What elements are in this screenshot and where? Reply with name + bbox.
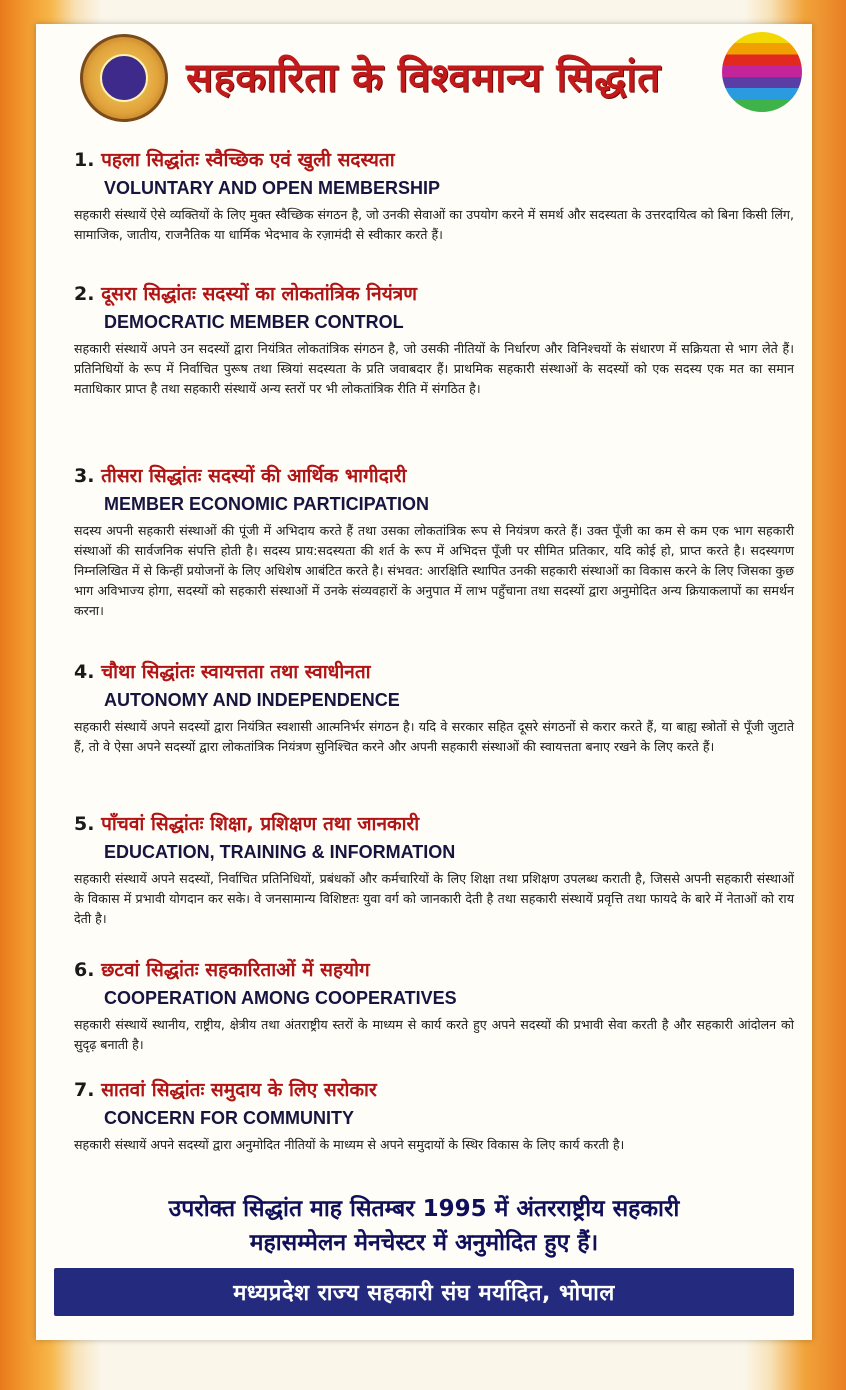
- poster-header: [36, 24, 812, 134]
- poster-board: [36, 24, 812, 1340]
- principle-heading: 1. पहला सिद्धांतः स्वैच्छिक एवं खुली सदस्यता: [74, 149, 395, 171]
- principle-description: सहकारी संस्थायें ऐसे व्यक्तियों के लिए मुक्त स्वैच्छिक संगठन है, जो उनकी सेवाओं का उपयोग करने में समर्थ और सदस्यता के उत्तरदायित्व को बिना किसी लिंग, सामाजिक, जातीय, राजनैतिक या धार्मिक भेदभाव के रज़ामंदी से स्वीकार करते हैं।: [74, 207, 794, 242]
- principle-english-title: AUTONOMY AND INDEPENDENCE: [104, 690, 400, 710]
- principle-english-title: VOLUNTARY AND OPEN MEMBERSHIP: [104, 178, 441, 198]
- principle-english-title: CONCERN FOR COMMUNITY: [104, 1108, 354, 1128]
- principle-description: सहकारी संस्थायें अपने सदस्यों द्वारा नियंत्रित स्वशासी आत्मनिर्भर संगठन है। यदि वे सरकार सहित दूसरे संगठनों से करार करते हैं, या बाह्य स्त्रोतों से पूँजी जुटाते हैं, तो वे ऐसा अपने सदस्यों द्वारा लोकतांत्रिक नियंत्रण सुनिश्चित करने और अपनी सहकारी संस्थाओं की स्वायत्तता बनाए रखने के लिए करते हैं।: [74, 719, 794, 754]
- approval-note: उपरोक्त सिद्धांत माह सितम्बर 1995 में अंतरराष्ट्रीय सहकारी महासम्मेलन मेनचेस्टर में अनुमोदित हुए हैं।: [168, 1196, 680, 1256]
- principle-heading: 5. पाँचवां सिद्धांतः शिक्षा, प्रशिक्षण तथा जानकारी: [74, 813, 420, 835]
- principle-description: सहकारी संस्थायें स्थानीय, राष्ट्रीय, क्षेत्रीय तथा अंतराष्ट्रीय स्तरों के माध्यम से कार्य करते हुए अपने सदस्यों की प्रभावी सेवा करती है और सहकारी आंदोलन को सुदृढ़ बनाती है।: [74, 1017, 794, 1052]
- principle-description: सदस्य अपनी सहकारी संस्थाओं की पूंजी में अभिदाय करते हैं तथा उसका लोकतांत्रिक रूप से नियंत्रण करते हैं। उक्त पूँजी का कम से कम एक भाग सहकारी संस्थाओं की सार्वजनिक संपत्ति होती है। सदस्य प्राय:सदस्यता की शर्त के रूप में अभिदत्त पूँजी पर सीमित प्रतिकार, यदि कोई हो, प्राप्त करते है। सदस्यगण निम्नलिखित में से किन्हीं प्रयोजनों के लिए अधिशेष आबंटित करते है। संभवत: आरक्षिति स्थापित उनकी सहकारी संस्थाओं का विकास करने के लिए जिसका कुछ भाग अविभाज्य होगा, सदस्यों को सहकारी संस्थाओं में उनके संव्यवहारों के अनुपात में लाभ पहुँचाना तथा सदस्यों द्वारा अनुमोदित अन्य क्रियाकलापों का समर्थन करना।: [74, 523, 794, 618]
- principle-heading: 4. चौथा सिद्धांतः स्वायत्तता तथा स्वाधीनता: [74, 661, 371, 683]
- principle-english-title: COOPERATION AMONG COOPERATIVES: [104, 988, 457, 1008]
- principle-english-title: MEMBER ECONOMIC PARTICIPATION: [104, 494, 429, 514]
- principle-7: [74, 1076, 794, 1155]
- principle-1: [74, 146, 794, 245]
- principle-description: सहकारी संस्थायें अपने सदस्यों, निर्वाचित प्रतिनिधियों, प्रबंधकों और कर्मचारियों के लिए शिक्षा तथा प्रशिक्षण उपलब्ध कराती है, जिससे अपनी सहकारी संस्थाओं के विकास में प्रभावी योगदान कर सके। वे जनसामान्य विशिष्टतः युवा वर्ग को जानकारी देती है तथा सहकारी संस्थायें प्रवृत्ति तथा फायदे के बारे में नेताओं को राय देती है।: [74, 871, 794, 926]
- principle-6: [74, 956, 794, 1055]
- organization-name: मध्यप्रदेश राज्य सहकारी संघ मर्यादित, भोपाल: [233, 1281, 615, 1306]
- poster-title: सहकारिता के विश्वमान्य सिद्धांत: [186, 55, 661, 101]
- principle-3: [74, 462, 794, 621]
- principle-description: सहकारी संस्थायें अपने सदस्यों द्वारा अनुमोदित नीतियों के माध्यम से अपने समुदायों के स्थिर विकास के लिए कार्य करती है।: [74, 1137, 625, 1152]
- principle-heading: 7. सातवां सिद्धांतः समुदाय के लिए सरोकार: [74, 1079, 377, 1101]
- organization-banner: [54, 1268, 794, 1316]
- principle-heading: 3. तीसरा सिद्धांतः सदस्यों की आर्थिक भागीदारी: [74, 465, 407, 487]
- principle-heading: 6. छटवां सिद्धांतः सहकारिताओं में सहयोग: [74, 959, 370, 981]
- principle-2: [74, 280, 794, 399]
- rainbow-flag-icon: [722, 32, 802, 112]
- principle-heading: 2. दूसरा सिद्धांतः सदस्यों का लोकतांत्रिक नियंत्रण: [74, 283, 417, 305]
- principle-english-title: EDUCATION, TRAINING & INFORMATION: [104, 842, 456, 862]
- principle-english-title: DEMOCRATIC MEMBER CONTROL: [104, 312, 404, 332]
- principle-5: [74, 810, 794, 929]
- principle-4: [74, 658, 794, 757]
- cooperative-seal-logo: [80, 34, 168, 122]
- principle-description: सहकारी संस्थायें अपने उन सदस्यों द्वारा नियंत्रित लोकतांत्रिक संगठन है, जो उसकी नीतियों के निर्धारण और विनिश्चयों के संधारण में सक्रियता से भाग लेते हैं। प्रतिनिधियों के रूप में निर्वाचित पुरूष तथा स्त्रियां सदस्यता के प्रति जवाबदार हैं। प्राथमिक सहकारी संस्थाओं के सदस्यों को एक सदस्य एक मत का समान मताधिकार प्राप्त है तथा सहकारी संस्थायें अन्य स्तरों पर भी लोकतांत्रिक रीति में संगठित है।: [74, 341, 794, 396]
